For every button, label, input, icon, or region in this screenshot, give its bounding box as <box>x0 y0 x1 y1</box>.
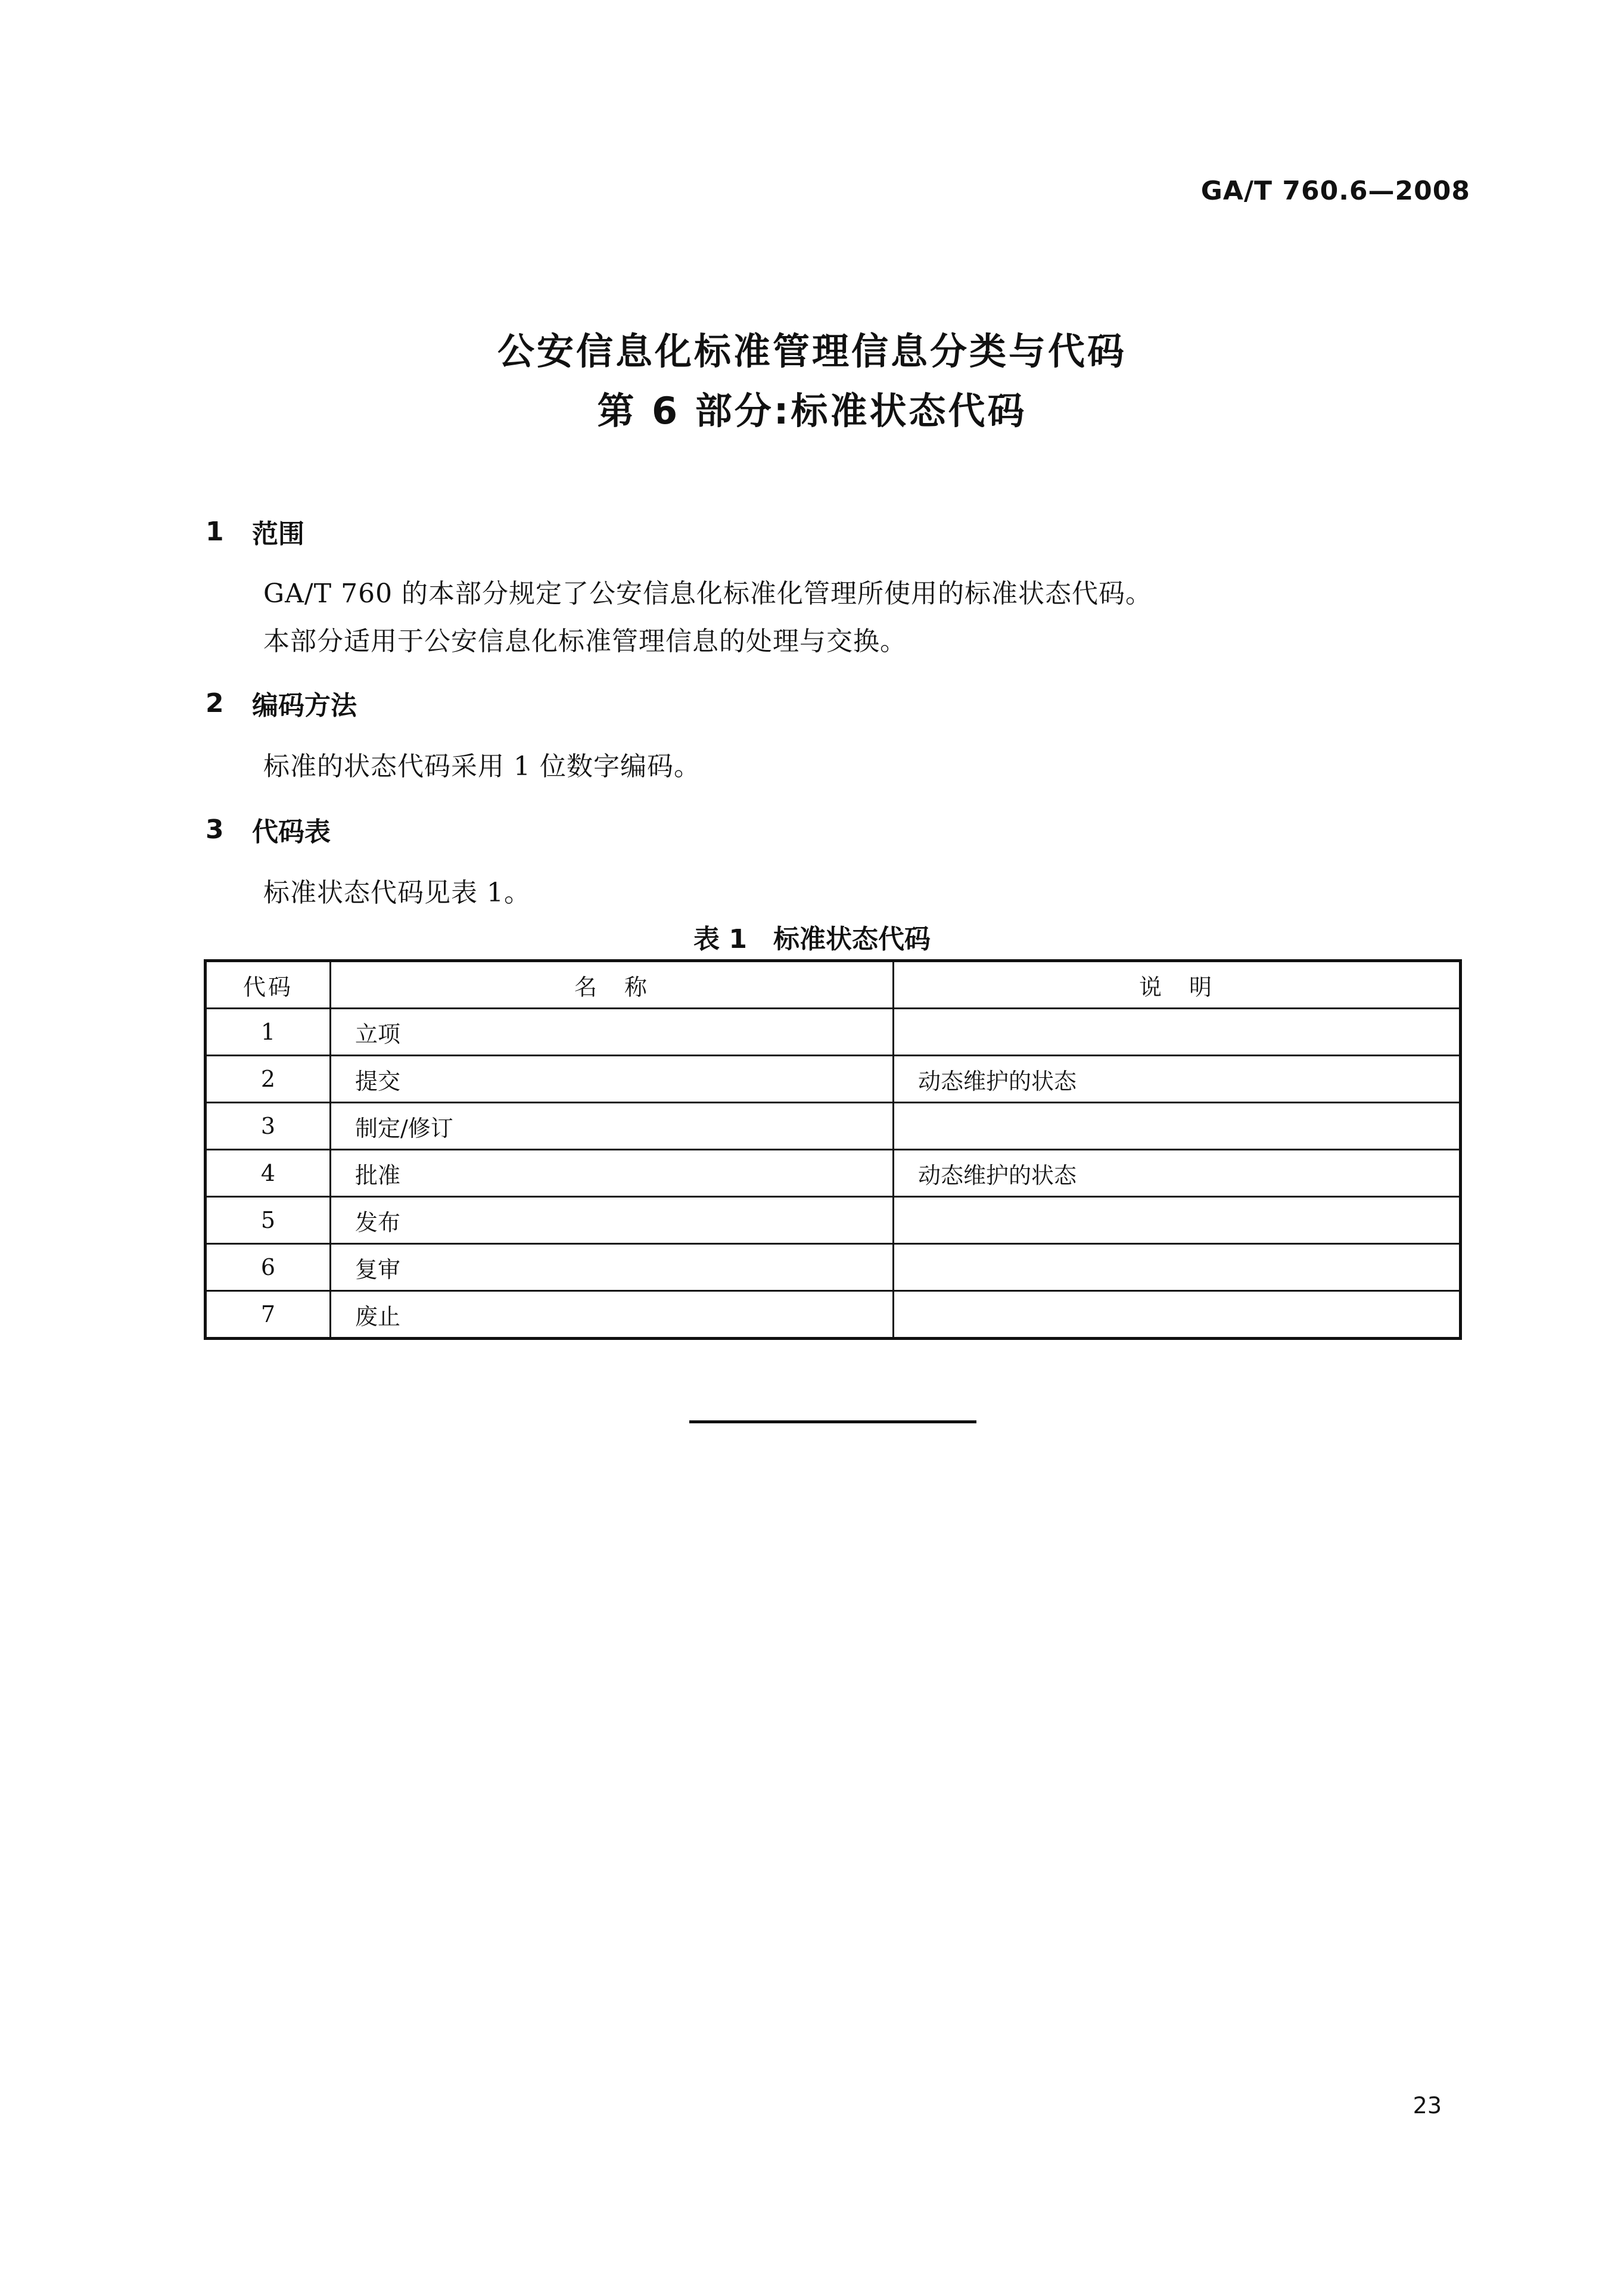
cell-desc <box>894 1291 1461 1339</box>
section-number: 3 <box>206 814 224 845</box>
cell-desc <box>894 1244 1461 1291</box>
cell-desc: 动态维护的状态 <box>894 1056 1461 1103</box>
paragraph: 标准的状态代码采用 1 位数字编码。 <box>263 751 701 782</box>
cell-desc <box>894 1103 1461 1150</box>
cell-code: 5 <box>206 1197 331 1244</box>
cell-code: 2 <box>206 1056 331 1103</box>
table-row <box>206 1103 1461 1150</box>
section-title: 编码方法 <box>252 691 357 721</box>
standard-code: GA/T 760.6—2008 <box>1200 176 1470 206</box>
section-title: 范围 <box>252 519 304 549</box>
table-row <box>206 1244 1461 1291</box>
paragraph: 标准状态代码见表 1。 <box>263 878 531 908</box>
section-heading-code-table <box>206 810 331 848</box>
cell-code: 6 <box>206 1244 331 1291</box>
header-desc: 说 明 <box>894 961 1461 1009</box>
page-number: 23 <box>1413 2092 1442 2119</box>
cell-code: 4 <box>206 1150 331 1197</box>
cell-code: 7 <box>206 1291 331 1339</box>
cell-name: 批准 <box>331 1150 894 1197</box>
cell-code: 1 <box>206 1009 331 1056</box>
table-caption: 表 1 标准状态代码 <box>693 924 931 954</box>
cell-desc <box>894 1009 1461 1056</box>
document-title: 公安信息化标准管理信息分类与代码 <box>497 329 1127 373</box>
cell-name: 提交 <box>331 1056 894 1103</box>
table-header-row <box>206 961 1461 1009</box>
cell-code: 3 <box>206 1103 331 1150</box>
section-title: 代码表 <box>252 817 331 847</box>
section-number: 2 <box>206 688 224 719</box>
document-subtitle: 第 6 部分:标准状态代码 <box>597 389 1027 433</box>
cell-desc: 动态维护的状态 <box>894 1150 1461 1197</box>
cell-name: 发布 <box>331 1197 894 1244</box>
section-heading-coding-method <box>206 684 357 722</box>
section-heading-scope <box>206 512 304 551</box>
table-row <box>206 1009 1461 1056</box>
paragraph: 本部分适用于公安信息化标准管理信息的处理与交换。 <box>263 626 907 657</box>
section-number: 1 <box>206 516 224 547</box>
cell-name: 制定/修订 <box>331 1103 894 1150</box>
cell-name: 立项 <box>331 1009 894 1056</box>
paragraph: GA/T 760 的本部分规定了公安信息化标准化管理所使用的标准状态代码。 <box>263 579 1153 609</box>
table-row <box>206 1150 1461 1197</box>
end-rule <box>689 1420 976 1423</box>
cell-desc <box>894 1197 1461 1244</box>
cell-name: 复审 <box>331 1244 894 1291</box>
table-row <box>206 1197 1461 1244</box>
header-name: 名 称 <box>331 961 894 1009</box>
header-code: 代码 <box>206 961 331 1009</box>
status-code-table <box>204 959 1462 1340</box>
table-row <box>206 1291 1461 1339</box>
cell-name: 废止 <box>331 1291 894 1339</box>
table-row <box>206 1056 1461 1103</box>
